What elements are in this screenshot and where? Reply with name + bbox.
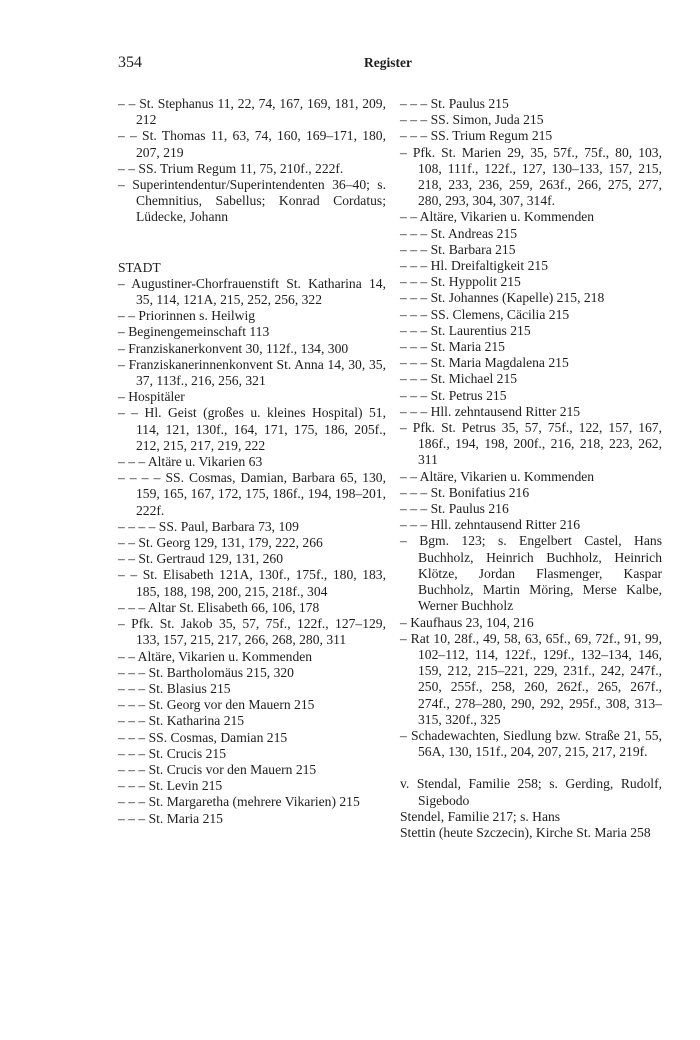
index-entry: – Schadewachten, Siedlung bzw. Straße 21, 55, 56A, 130, 151f., 204, 207, 215, 217, 219f.: [400, 727, 662, 760]
index-entry: – Franziskanerkonvent 30, 112f., 134, 300: [118, 340, 349, 356]
index-entry: – – – SS. Simon, Juda 215: [400, 112, 544, 128]
index-entry: – Kaufhaus 23, 104, 216: [400, 614, 534, 630]
index-entry: – Augustiner-Chorfrauenstift St. Katharina 14, 35, 114, 121A, 215, 252, 256, 322: [118, 275, 386, 308]
index-entry: – – – St. Bartholomäus 215, 320: [118, 664, 294, 680]
index-entry: – – – Altar St. Elisabeth 66, 106, 178: [118, 599, 320, 615]
index-entry: – Hospitäler: [118, 389, 185, 405]
index-entry: – – – Hll. zehntausend Ritter 216: [400, 517, 581, 533]
index-entry: – – – St. Hyppolit 215: [400, 274, 521, 290]
index-entry: – Rat 10, 28f., 49, 58, 63, 65f., 69, 72f., 91, 99, 102–112, 114, 122f., 129f., 132–134, 146, 159, 212, 215–221, 229, 231f., 242, 247f., 250, 255f., 258, 260, 262f., 265, 267f., 274f., 278–280, 290, 292, 295f., 308, 313–315, 320f., 325: [400, 630, 662, 727]
index-entry: – – – SS. Trium Regum 215: [400, 128, 553, 144]
index-entry: – – St. Gertraud 129, 131, 260: [118, 551, 283, 567]
index-entry: – – – Hll. zehntausend Ritter 215: [400, 403, 581, 419]
index-entry: – Bgm. 123; s. Engelbert Castel, Hans Buchholz, Heinrich Buchholz, Heinrich Klötze, Jordan Flasmenger, Kaspar Buchholz, Martin Möring, Merse Kalbe, Werner Buchholz: [400, 533, 662, 614]
section-heading: STADT: [118, 259, 161, 275]
index-entry: – – – Altäre u. Vikarien 63: [118, 454, 263, 470]
index-entry: – – – St. Paulus 215: [400, 96, 509, 111]
index-entry: – – – St. Maria Magdalena 215: [400, 355, 569, 371]
index-entry: – Pfk. St. Petrus 35, 57, 75f., 122, 157, 167, 186f., 194, 198, 200f., 216, 218, 223, 262, 311: [400, 420, 662, 468]
index-entry: – Franziskanerinnenkonvent St. Anna 14, 30, 35, 37, 113f., 216, 256, 321: [118, 356, 386, 389]
index-entry: – – St. Stephanus 11, 22, 74, 167, 169, 181, 209, 212: [118, 96, 386, 128]
index-entry: – – St. Elisabeth 121A, 130f., 175f., 180, 183, 185, 188, 198, 200, 215, 218f., 304: [118, 567, 386, 599]
index-entry: – – – St. Laurentius 215: [400, 322, 531, 338]
index-entry: v. Stendal, Familie 258; s. Gerding, Rudolf, Sigebodo: [400, 776, 662, 808]
index-entry: – Superintendentur/Superintendenten 36–40; s. Chemnitius, Sabellus; Konrad Cordatus; Lüdecke, Johann: [118, 177, 386, 225]
index-entry: – – – St. Petrus 215: [400, 387, 507, 403]
page-header: [118, 54, 658, 76]
index-entry: – – – Hl. Dreifaltigkeit 215: [400, 258, 548, 274]
index-column-left: [118, 96, 386, 827]
index-column-right: [400, 96, 662, 841]
index-entry: – – – St. Maria 215: [118, 810, 223, 826]
index-entry: – – St. Georg 129, 131, 179, 222, 266: [118, 535, 323, 551]
index-entry: Stettin (heute Szczecin), Kirche St. Maria 258: [400, 824, 651, 840]
index-entry: – – SS. Trium Regum 11, 75, 210f., 222f.: [118, 160, 344, 176]
index-entry: – – – St. Paulus 216: [400, 501, 509, 517]
index-entry: – – – St. Levin 215: [118, 778, 223, 794]
index-entry: – – – St. Maria 215: [400, 339, 505, 355]
index-entry: – – – SS. Cosmas, Damian 215: [118, 729, 288, 745]
index-entry: – – Altäre, Vikarien u. Kommenden: [400, 209, 595, 225]
index-entry: – – Priorinnen s. Heilwig: [118, 308, 256, 324]
index-entry: – – – St. Georg vor den Mauern 215: [118, 697, 315, 713]
index-entry: – Pfk. St. Jakob 35, 57, 75f., 122f., 127–129, 133, 157, 215, 217, 266, 268, 280, 311: [118, 616, 386, 648]
index-entry: – – – St. Andreas 215: [400, 225, 518, 241]
index-entry: – – Altäre, Vikarien u. Kommenden: [400, 468, 595, 484]
index-entry: Stendel, Familie 217; s. Hans: [400, 808, 561, 824]
index-entry: – – – St. Margaretha (mehrere Vikarien) 215: [118, 794, 360, 810]
index-entry: – – – St. Michael 215: [400, 371, 518, 387]
index-entry: – Pfk. St. Marien 29, 35, 57f., 75f., 80, 103, 108, 111f., 122f., 127, 130–133, 157, 215, 218, 233, 236, 259, 263f., 266, 275, 277, 280, 293, 304, 307, 314f.: [400, 144, 662, 209]
index-entry: – – – – SS. Paul, Barbara 73, 109: [118, 518, 299, 534]
index-entry: – – – St. Crucis vor den Mauern 215: [118, 761, 317, 777]
index-entry: – – Hl. Geist (großes u. kleines Hospital) 51, 114, 121, 130f., 164, 171, 175, 186, 205f., 212, 215, 217, 219, 222: [118, 405, 386, 453]
index-entry: – – – St. Barbara 215: [400, 241, 516, 257]
index-entry: – – – St. Bonifatius 216: [400, 484, 530, 500]
index-entry: – – – St. Crucis 215: [118, 745, 226, 761]
index-entry: – – Altäre, Vikarien u. Kommenden: [118, 648, 313, 664]
index-entry: – – – St. Johannes (Kapelle) 215, 218: [400, 290, 605, 306]
page-number: 354: [118, 54, 142, 71]
index-entry: – Beginengemeinschaft 113: [118, 324, 270, 340]
index-entry: – – – St. Blasius 215: [118, 680, 231, 696]
index-entry: – – – St. Katharina 215: [118, 713, 245, 729]
running-title: Register: [364, 55, 412, 70]
index-entry: – – – – SS. Cosmas, Damian, Barbara 65, 130, 159, 165, 167, 172, 175, 186f., 194, 198–201, 222f.: [118, 470, 386, 518]
index-entry: – – St. Thomas 11, 63, 74, 160, 169–171, 180, 207, 219: [118, 128, 386, 160]
index-entry: – – – SS. Clemens, Cäcilia 215: [400, 306, 570, 322]
